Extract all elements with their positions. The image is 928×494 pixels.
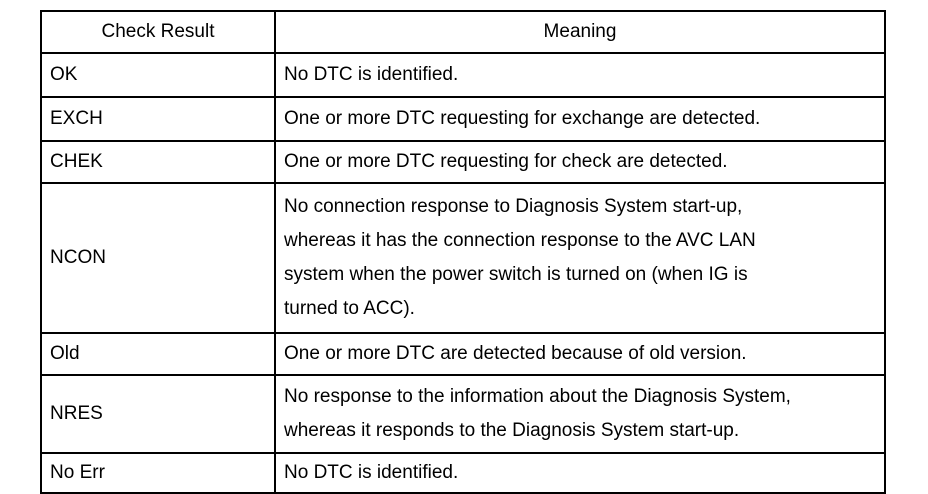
table-row xyxy=(41,97,885,141)
table-row xyxy=(41,333,885,375)
table-row xyxy=(41,53,885,97)
meaning-cell xyxy=(275,453,885,493)
meaning-cell xyxy=(275,183,885,333)
meaning-line: No DTC is identified. xyxy=(284,462,459,483)
meaning-cell xyxy=(275,141,885,183)
table-row xyxy=(41,453,885,493)
meaning-line: whereas it has the connection response to the AVC LAN xyxy=(284,230,756,251)
check-result-cell: NRES xyxy=(41,375,275,453)
check-result-cell: OK xyxy=(41,53,275,97)
meaning-line: No response to the information about the Diagnosis System, xyxy=(284,386,791,407)
check-result-cell: CHEK xyxy=(41,141,275,183)
meaning-line: One or more DTC requesting for check are detected. xyxy=(284,151,728,172)
table-row xyxy=(41,141,885,183)
meaning-cell xyxy=(275,97,885,141)
check-result-cell: EXCH xyxy=(41,97,275,141)
meaning-line: system when the power switch is turned on (when IG is xyxy=(284,264,748,285)
meaning-cell xyxy=(275,53,885,97)
meaning-line: No DTC is identified. xyxy=(284,64,459,85)
table-row xyxy=(41,375,885,453)
meaning-line: One or more DTC requesting for exchange are detected. xyxy=(284,108,761,129)
check-result-table xyxy=(40,10,886,494)
check-result-cell: No Err xyxy=(41,453,275,493)
table-row xyxy=(41,183,885,333)
table-header-row xyxy=(41,11,885,53)
meaning-line: whereas it responds to the Diagnosis System start-up. xyxy=(284,420,740,441)
check-result-cell: NCON xyxy=(41,183,275,333)
meaning-line: turned to ACC). xyxy=(284,298,415,319)
meaning-line: No connection response to Diagnosis System start-up, xyxy=(284,196,743,217)
meaning-cell xyxy=(275,375,885,453)
meaning-line: One or more DTC are detected because of old version. xyxy=(284,343,747,364)
header-meaning: Meaning xyxy=(275,11,885,53)
check-result-cell: Old xyxy=(41,333,275,375)
header-check-result: Check Result xyxy=(41,11,275,53)
meaning-cell xyxy=(275,333,885,375)
